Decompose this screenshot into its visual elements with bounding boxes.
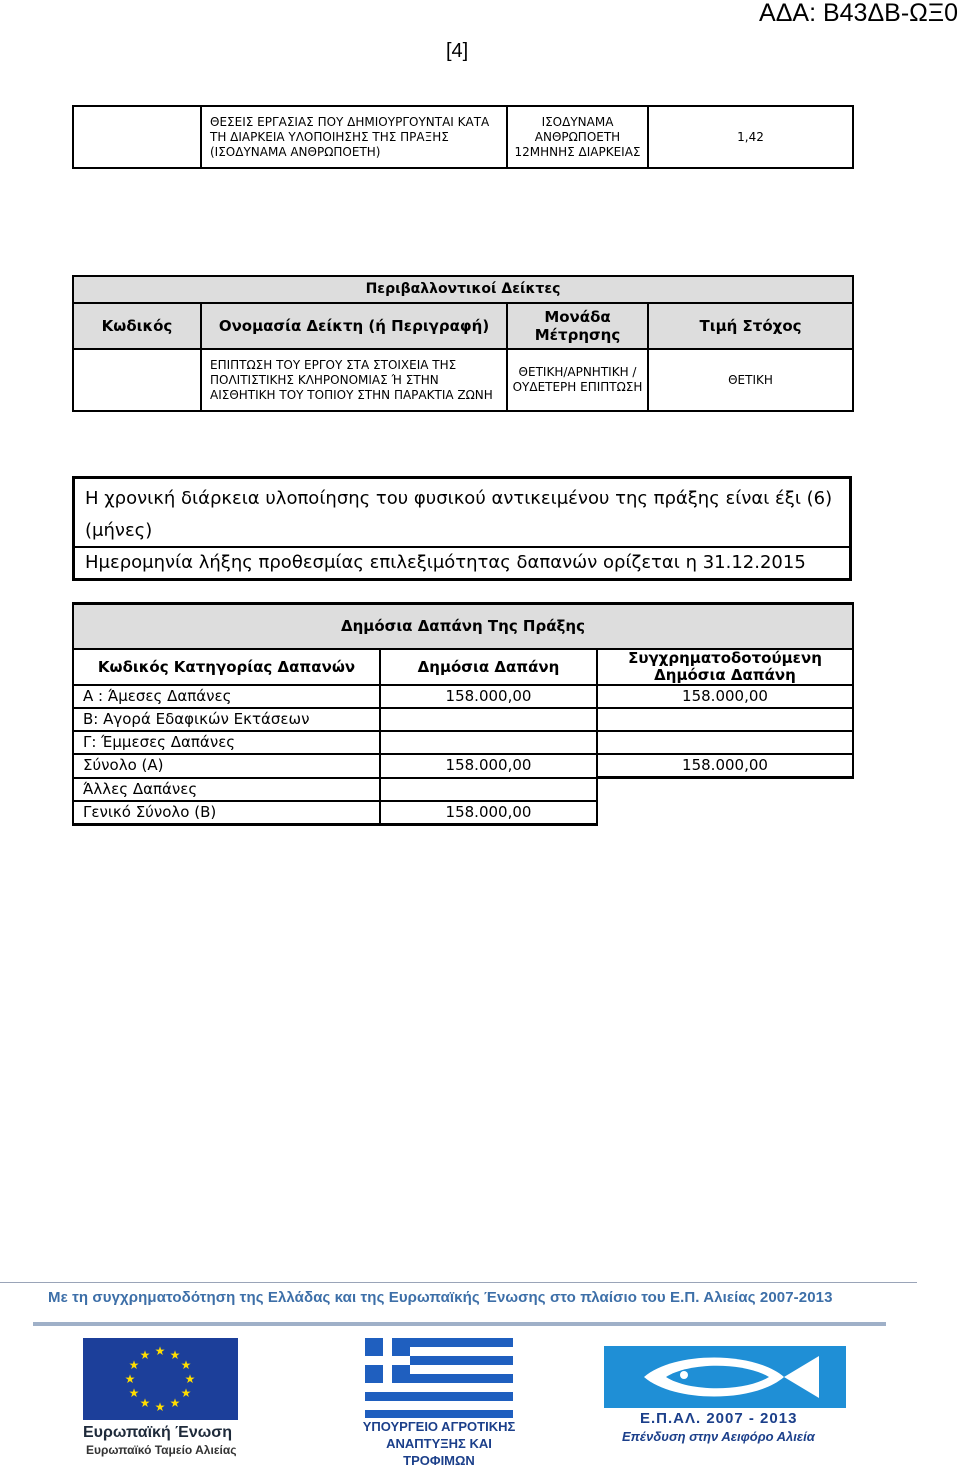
public-expenditure-title: Δημόσια Δαπάνη Της Πράξης bbox=[73, 604, 853, 650]
svg-text:★: ★ bbox=[169, 1348, 181, 1362]
env-header-name: Ονομασία Δείκτη (ή Περιγραφή) bbox=[201, 303, 507, 349]
pe-row-cofinanced bbox=[597, 731, 853, 754]
svg-text:★: ★ bbox=[139, 1348, 151, 1362]
svg-text:★: ★ bbox=[180, 1358, 192, 1372]
svg-text:★: ★ bbox=[124, 1372, 136, 1386]
ministry-caption bbox=[355, 1418, 523, 1469]
eu-fund-name: Ευρωπαϊκό Ταμείο Αλιείας bbox=[86, 1443, 237, 1457]
pe-header-cofinanced: Συγχρηματοδοτούμενη Δημόσια Δαπάνη bbox=[597, 649, 853, 685]
svg-text:★: ★ bbox=[154, 1344, 166, 1358]
pe-row-label: Γενικό Σύνολο (Β) bbox=[73, 801, 380, 825]
pe-row-label: Άλλες Δαπάνες bbox=[73, 778, 380, 801]
jobs-description: ΘΕΣΕΙΣ ΕΡΓΑΣΙΑΣ ΠΟΥ ΔΗΜΙΟΥΡΓΟΥΝΤΑΙ ΚΑΤΑ ΤΗ ΔΙΑΡΚΕΙΑ ΥΛΟΠΟΙΗΣΗΣ ΤΗΣ ΠΡΑΞΗΣ (ΙΣΟΔΥΝΑΜΑ ΑΝΘΡΩΠΟΕΤΗ) bbox=[201, 106, 507, 168]
pe-row-public bbox=[380, 708, 597, 731]
footer-cofinancing-text: Με τη συγχρηματοδότηση της Ελλάδας και της Ευρωπαϊκής Ένωσης στο πλαίσιο του Ε.Π. Αλιείας 2007-2013 bbox=[48, 1289, 833, 1306]
svg-text:★: ★ bbox=[184, 1372, 196, 1386]
pe-row-public: 158.000,00 bbox=[380, 754, 597, 778]
table-row bbox=[73, 685, 853, 708]
env-header-target: Τιμή Στόχος bbox=[648, 303, 853, 349]
svg-text:★: ★ bbox=[180, 1386, 192, 1400]
footer-divider bbox=[0, 1282, 917, 1283]
epal-slogan: Επένδυση στην Αειφόρο Αλιεία bbox=[622, 1429, 815, 1444]
jobs-unit: ΙΣΟΔΥΝΑΜΑ ΑΝΘΡΩΠΟΕΤΗ 12ΜΗΝΗΣ ΔΙΑΡΚΕΙΑΣ bbox=[507, 106, 648, 168]
duration-text: Η χρονική διάρκεια υλοποίησης του φυσικού αντικειμένου της πράξης είναι έξι (6) (μήνες) bbox=[85, 488, 833, 541]
pe-row-public bbox=[380, 731, 597, 754]
eu-flag-logo bbox=[83, 1338, 238, 1420]
pe-row-label: Β: Αγορά Εδαφικών Εκτάσεων bbox=[73, 708, 380, 731]
pe-row-cofinanced: 158.000,00 bbox=[597, 685, 853, 708]
public-expenditure-table bbox=[72, 602, 854, 826]
table-row bbox=[73, 731, 853, 754]
pe-row-public bbox=[380, 778, 597, 801]
pe-row-public: 158.000,00 bbox=[380, 801, 597, 825]
table-row bbox=[73, 754, 853, 778]
svg-text:★: ★ bbox=[169, 1396, 181, 1410]
page-number: [4] bbox=[446, 40, 469, 62]
ada-code: ΑΔΑ: Β43ΔΒ-ΩΞ0 bbox=[759, 0, 958, 27]
env-indicators-table bbox=[72, 275, 854, 412]
env-row-unit: ΘΕΤΙΚΗ/ΑΡΝΗΤΙΚΗ /ΟΥΔΕΤΕΡΗ ΕΠΙΠΤΩΣΗ bbox=[507, 349, 648, 411]
pe-row-public: 158.000,00 bbox=[380, 685, 597, 708]
eu-stars-icon bbox=[83, 1338, 238, 1420]
jobs-value: 1,42 bbox=[648, 106, 853, 168]
table-row bbox=[73, 708, 853, 731]
pe-row-cofinanced: 158.000,00 bbox=[597, 754, 853, 778]
pe-row-cofinanced bbox=[597, 708, 853, 731]
pe-row-label: Σύνολο (Α) bbox=[73, 754, 380, 778]
greek-flag-icon bbox=[365, 1338, 513, 1418]
pe-empty-cell bbox=[597, 801, 853, 825]
greek-flag-logo bbox=[365, 1338, 513, 1418]
footer-bar bbox=[33, 1322, 886, 1326]
env-indicators-title: Περιβαλλοντικοί Δείκτες bbox=[73, 276, 853, 303]
eu-name: Ευρωπαϊκή Ένωση bbox=[83, 1424, 232, 1441]
svg-text:★: ★ bbox=[128, 1386, 140, 1400]
ministry-line-1: ΥΠΟΥΡΓΕΙΟ ΑΓΡΟΤΙΚΗΣ bbox=[362, 1419, 516, 1434]
env-header-code: Κωδικός bbox=[73, 303, 201, 349]
fish-icon bbox=[604, 1346, 846, 1408]
table-row bbox=[73, 778, 853, 801]
pe-header-category: Κωδικός Κατηγορίας Δαπανών bbox=[73, 649, 380, 685]
duration-box bbox=[72, 476, 852, 581]
pe-row-label: Γ: Έμμεσες Δαπάνες bbox=[73, 731, 380, 754]
pe-empty-cell bbox=[597, 778, 853, 801]
pe-header-public: Δημόσια Δαπάνη bbox=[380, 649, 597, 685]
svg-text:★: ★ bbox=[128, 1358, 140, 1372]
svg-text:★: ★ bbox=[139, 1396, 151, 1410]
jobs-indicator-table bbox=[72, 105, 854, 169]
env-row-target: ΘΕΤΙΚΗ bbox=[648, 349, 853, 411]
env-row-code bbox=[73, 349, 201, 411]
epal-logo bbox=[604, 1346, 846, 1408]
env-header-unit: Μονάδα Μέτρησης bbox=[507, 303, 648, 349]
epal-name: Ε.Π.ΑΛ. 2007 - 2013 bbox=[640, 1410, 798, 1427]
pe-row-label: Α : Άμεσες Δαπάνες bbox=[73, 685, 380, 708]
env-row-description: ΕΠΙΠΤΩΣΗ ΤΟΥ ΕΡΓΟΥ ΣΤΑ ΣΤΟΙΧΕΙΑ ΤΗΣ ΠΟΛΙΤΙΣΤΙΚΗΣ ΚΛΗΡΟΝΟΜΙΑΣ Ή ΣΤΗΝ ΑΙΣΘΗΤΙΚΗ ΤΟΥ ΤΟΠΙΟΥ ΣΤΗΝ ΠΑΡΑΚΤΙΑ ΖΩΝΗ bbox=[201, 349, 507, 411]
ministry-line-2: ΑΝΑΠΤΥΞΗΣ ΚΑΙ ΤΡΟΦΙΜΩΝ bbox=[386, 1436, 492, 1468]
public-expenditure-section bbox=[72, 602, 852, 820]
svg-text:★: ★ bbox=[154, 1400, 166, 1414]
deadline-text: Ημερομηνία λήξης προθεσμίας επιλεξιμότητας δαπανών ορίζεται η 31.12.2015 bbox=[85, 552, 806, 573]
table-row bbox=[73, 801, 853, 825]
jobs-code-cell bbox=[73, 106, 201, 168]
